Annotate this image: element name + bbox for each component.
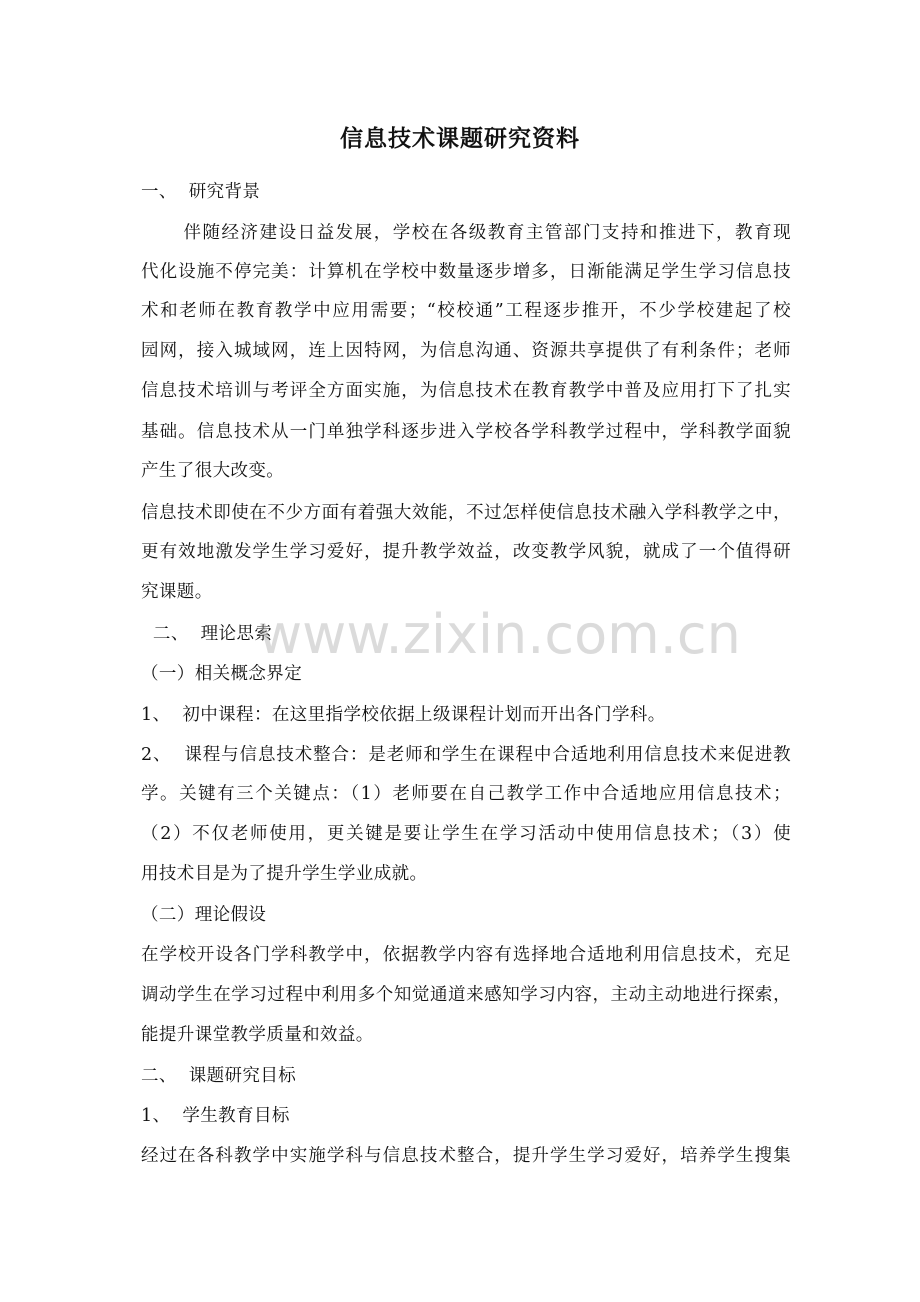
text-line: 信息技术培训与考评全方面实施，为信息技术在教育教学中普及应用打下了扎实 <box>141 381 791 401</box>
text-line: 二、 课题研究目标 <box>141 1066 297 1086</box>
text-line: 学。关键有三个关键点：（1）老师要在自己教学工作中合适地应用信息技术； <box>141 784 791 804</box>
text-line: 1、 学生教育目标 <box>141 1106 290 1126</box>
text-line: 伴随经济建设日益发展，学校在各级教育主管部门支持和推进下，教育现 <box>141 223 791 243</box>
text-line: 园网，接入城域网，连上因特网，为信息沟通、资源共享提供了有利条件；老师 <box>141 341 791 361</box>
text-line: 更有效地激发学生学习爱好，提升教学效益，改变教学风貌，就成了一个值得研 <box>141 542 791 562</box>
text-line: 基础。信息技术从一门单独学科逐步进入学校各学科教学过程中，学科教学面貌 <box>141 422 791 442</box>
text-line: 2、 课程与信息技术整合：是老师和学生在课程中合适地利用信息技术来促进教 <box>141 745 791 765</box>
text-line: （2）不仅老师使用，更关键是要让学生在学习活动中使用信息技术；（3）使 <box>141 824 791 844</box>
document-title: 信息技术课题研究资料 <box>340 126 580 152</box>
text-line: 用技术目是为了提升学生学业成就。 <box>141 864 428 884</box>
text-line: 一、 研究背景 <box>141 182 261 202</box>
watermark: www.zixin.com.cn <box>258 603 741 666</box>
text-line: 代化设施不停完美：计算机在学校中数量逐步增多，日渐能满足学生学习信息技 <box>141 262 791 282</box>
text-line: （一）相关概念界定 <box>141 664 303 684</box>
text-line: 调动学生在学习过程中利用多个知觉通道来感知学习内容，主动主动地进行探索， <box>141 985 791 1005</box>
text-line: 1、 初中课程：在这里指学校依据上级课程计划而开出各门学科。 <box>141 705 666 725</box>
text-line: 术和老师在教育教学中应用需要；“校校通”工程逐步推开，不少学校建起了校 <box>141 301 791 321</box>
text-line: （二）理论假设 <box>141 905 267 925</box>
text-line: 二、 理论思索 <box>141 624 273 644</box>
text-line: 信息技术即使在不少方面有着强大效能，不过怎样使信息技术融入学科教学之中， <box>141 503 791 523</box>
text-line: 能提升课堂教学质量和效益。 <box>141 1025 374 1045</box>
text-line: 产生了很大改变。 <box>141 461 285 481</box>
text-line: 经过在各科教学中实施学科与信息技术整合，提升学生学习爱好，培养学生搜集 <box>141 1146 791 1166</box>
text-line: 在学校开设各门学科教学中，依据教学内容有选择地合适地利用信息技术，充足 <box>141 945 791 965</box>
text-line: 究课题。 <box>141 582 213 602</box>
